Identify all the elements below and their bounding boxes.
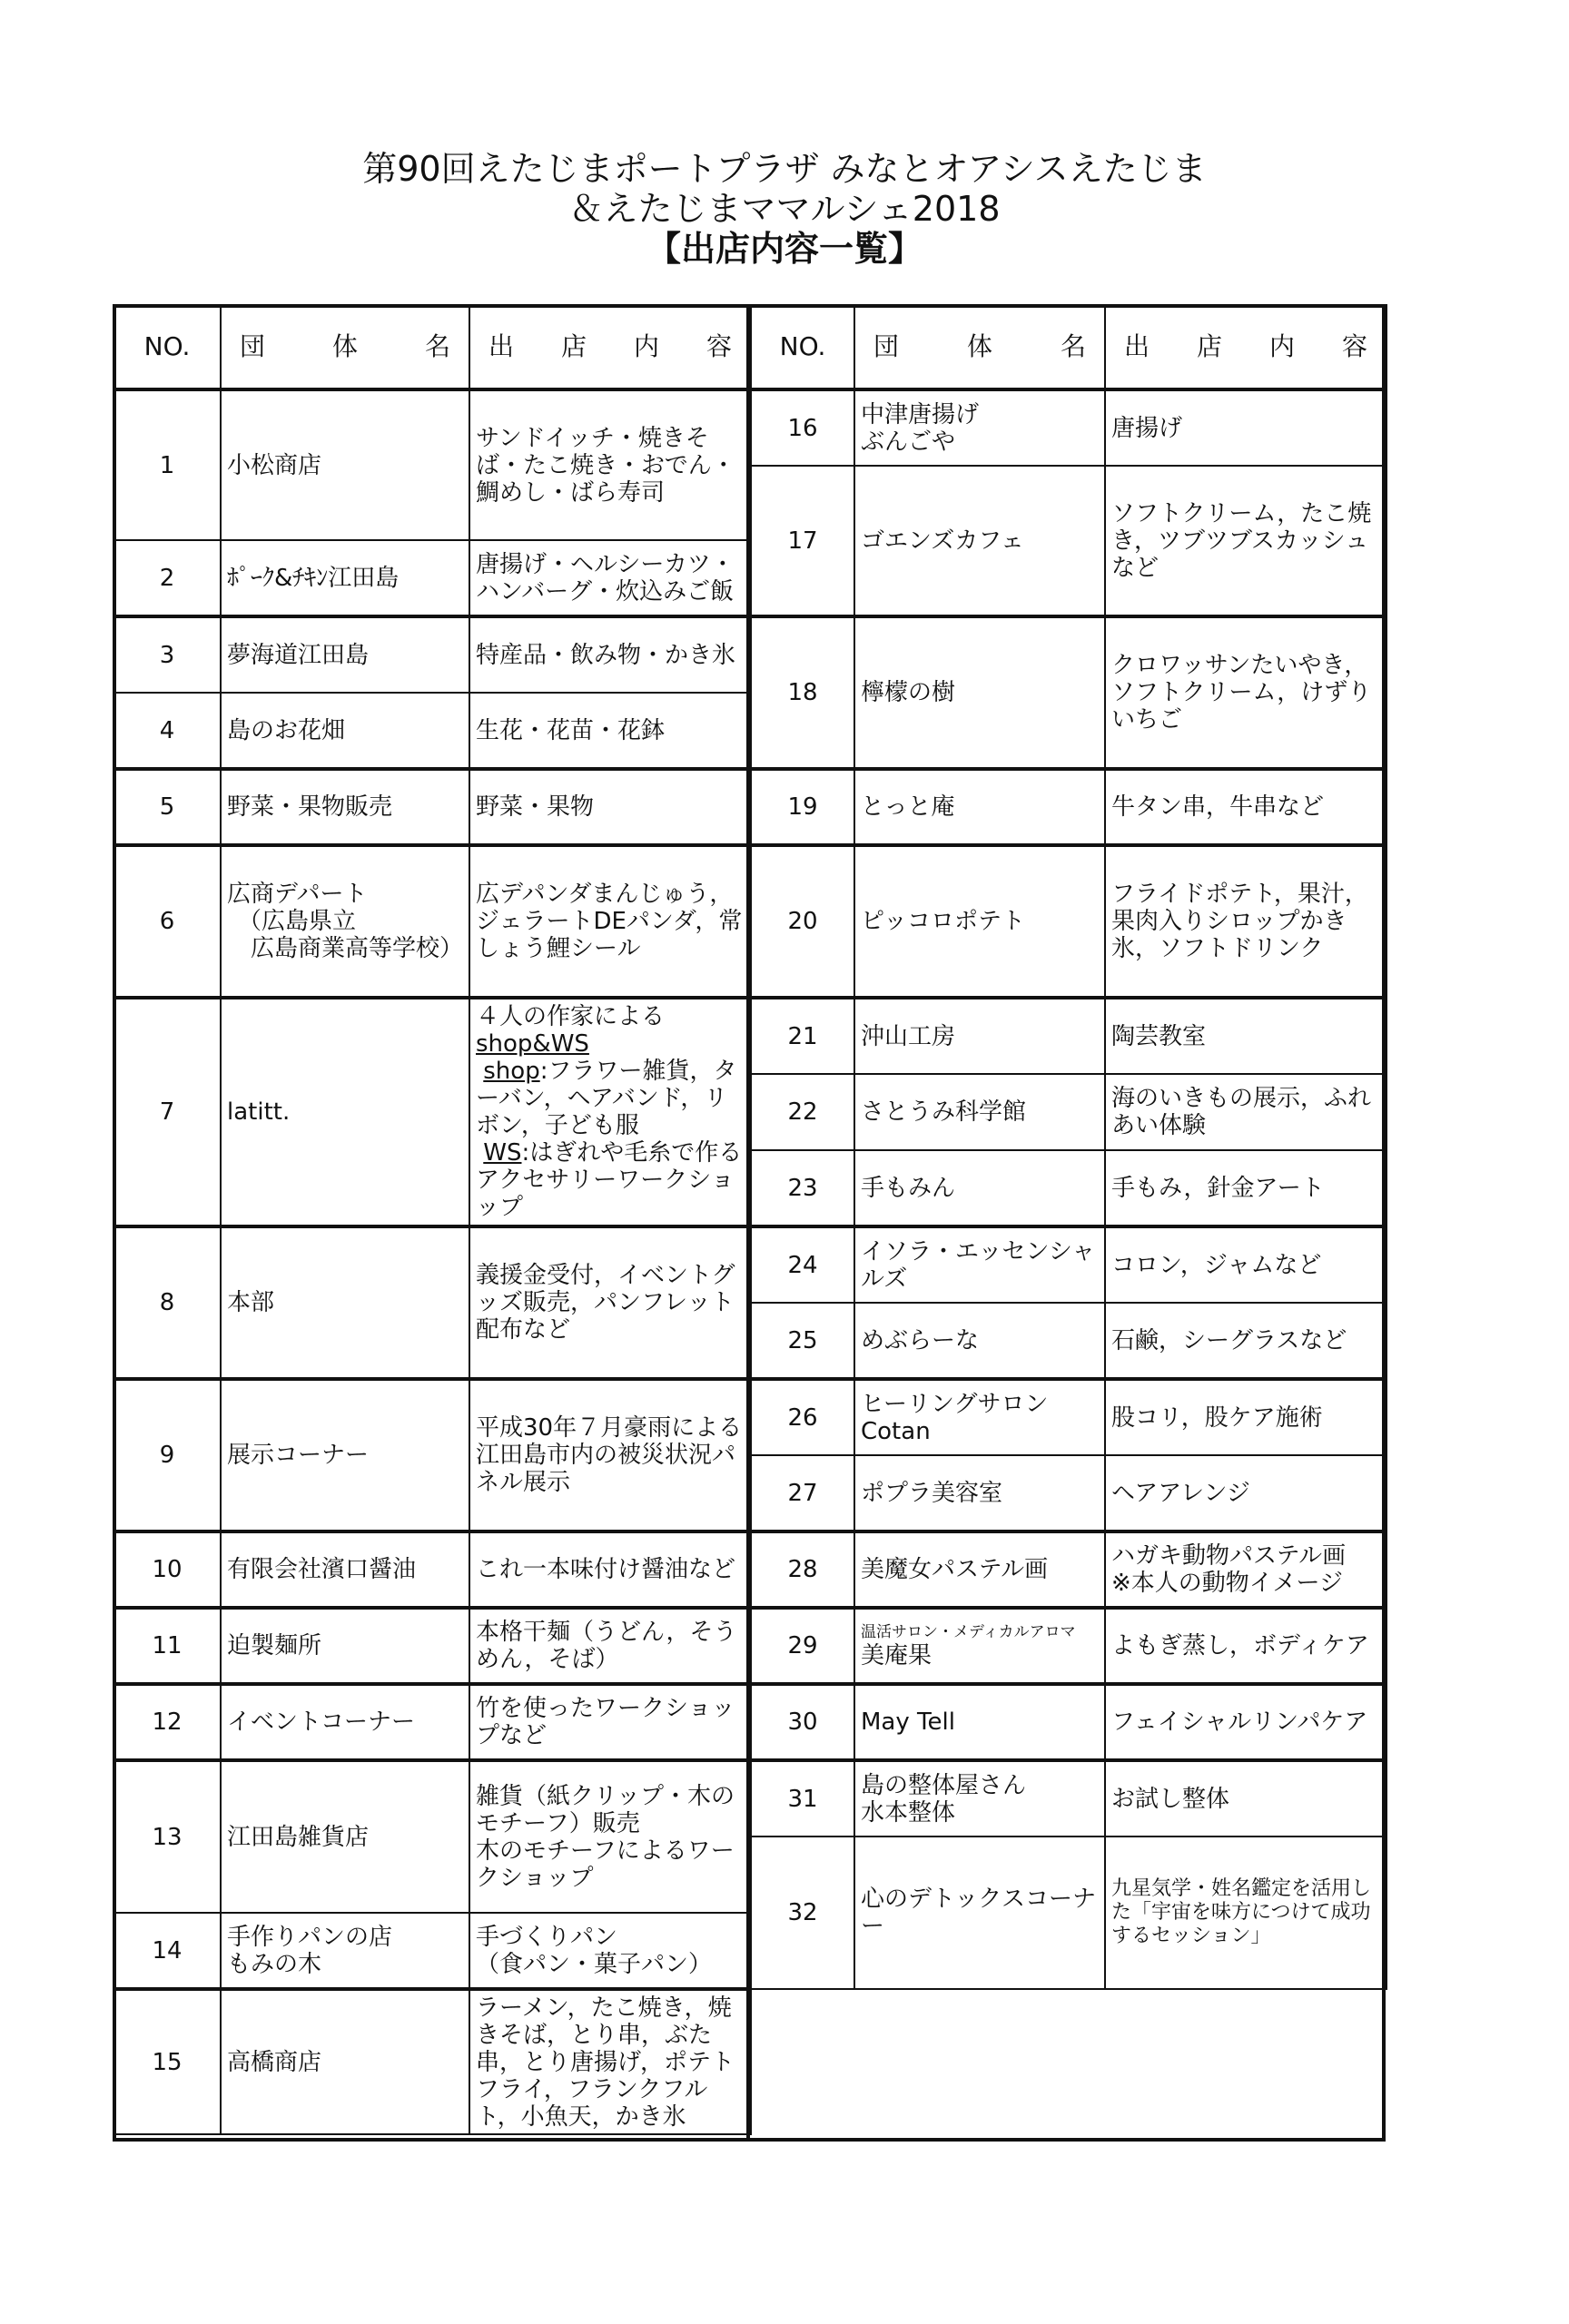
row-content: ラーメン，たこ焼き，焼きそば，とり串，ぶた串，とり唐揚げ，ポテトフライ，フランクフルト，小魚天，かき氷: [469, 1989, 751, 2134]
row-no: 7: [113, 998, 221, 1226]
row-name: 迫製麺所: [221, 1608, 469, 1684]
row-content-line: 雑貨（紙クリップ・木のモチーフ）販売: [476, 1782, 735, 1837]
table-outer-border: [113, 304, 1386, 2142]
row-content: よもぎ蒸し，ボディケア: [1105, 1608, 1386, 1684]
row-content: ヘアアレンジ: [1105, 1455, 1386, 1531]
row-name: 小松商店: [221, 389, 469, 540]
row-no: 1: [113, 389, 221, 540]
page-title-line3: 【出店内容一覧】: [646, 229, 923, 269]
row-content: 本格干麺（うどん，そうめん，そば）: [469, 1608, 751, 1684]
row-no: 22: [751, 1074, 854, 1150]
header-no: NO.: [113, 305, 221, 389]
row-content: ソフトクリーム，たこ焼き，ツブツブスカッシュなど: [1105, 466, 1386, 616]
header-no: NO.: [751, 305, 854, 389]
page-title-line1: 第90回えたじまポートプラザ みなとオアシスえたじま: [362, 149, 1207, 189]
row-no: 2: [113, 540, 221, 616]
row-content: 牛タン串，牛串など: [1105, 769, 1386, 845]
row-content: これ一本味付け醤油など: [469, 1531, 751, 1608]
row-no: 30: [751, 1684, 854, 1760]
row-name: 美魔女パステル画: [854, 1531, 1105, 1608]
row-no: 25: [751, 1303, 854, 1379]
row-no: 13: [113, 1760, 221, 1913]
header-content-char: 店: [1196, 331, 1222, 361]
row-content: 特産品・飲み物・かき氷: [469, 616, 751, 693]
row-no: 6: [113, 845, 221, 998]
header-name-char: 体: [966, 331, 992, 361]
header-name-char: 名: [1060, 331, 1086, 361]
row-no: 3: [113, 616, 221, 693]
row-no: 26: [751, 1379, 854, 1455]
row-content: お試し整体: [1105, 1760, 1386, 1837]
row-name: イソラ・エッセンシャルズ: [854, 1226, 1105, 1303]
header-name-char: 体: [331, 331, 358, 361]
row-content: 海のいきもの展示，ふれあい体験: [1105, 1074, 1386, 1150]
header-content-char: 出: [488, 331, 515, 361]
row-name: 本部: [221, 1226, 469, 1379]
row-content: 股コリ，股ケア施術: [1105, 1379, 1386, 1455]
row-no: 21: [751, 998, 854, 1074]
row-name-main: 広商デパート: [227, 881, 368, 908]
row-no: 8: [113, 1226, 221, 1379]
row-name: ピッコロポテト: [854, 845, 1105, 998]
row-name: 手もみん: [854, 1150, 1105, 1226]
row-name: latitt.: [221, 998, 469, 1226]
row-name: とっと庵: [854, 769, 1105, 845]
row-name: 檸檬の樹: [854, 616, 1105, 769]
row-name-line: 手作りパンの店: [227, 1923, 393, 1951]
row-no: 29: [751, 1608, 854, 1684]
row-no: 24: [751, 1226, 854, 1303]
header-content-char: 容: [706, 331, 732, 361]
row-name: May Tell: [854, 1684, 1105, 1760]
row-name: 展示コーナー: [221, 1379, 469, 1531]
row-content: 唐揚げ・ヘルシーカツ・ハンバーグ・炊込みご飯: [469, 540, 751, 616]
row-content: コロン，ジャムなど: [1105, 1226, 1386, 1303]
row-content-line: ※本人の動物イメージ: [1111, 1570, 1344, 1597]
row-content: フライドポテト，果汁，果肉入りシロップかき氷，ソフトドリンク: [1105, 845, 1386, 998]
row-content: 竹を使ったワークショップなど: [469, 1684, 751, 1760]
row-content-line: ハガキ動物パステル画: [1111, 1542, 1347, 1570]
row-no: 4: [113, 693, 221, 769]
row-no: 5: [113, 769, 221, 845]
row-name: ﾎﾟｰｸ&ﾁｷﾝ江田島: [221, 540, 469, 616]
row-content: サンドイッチ・焼きそば・たこ焼き・おでん・鯛めし・ばら寿司: [469, 389, 751, 540]
row-name: イベントコーナー: [221, 1684, 469, 1760]
row-content-line: 木のモチーフによるワークショップ: [476, 1837, 735, 1892]
header-content-char: 内: [1268, 331, 1295, 361]
row-name-line: 温活サロン・メディカルアロマ: [861, 1623, 1076, 1641]
header-content-char: 出: [1124, 331, 1150, 361]
row-content: 手もみ，針金アート: [1105, 1150, 1386, 1226]
row-content: 生花・花苗・花鉢: [469, 693, 751, 769]
ws-label: WS: [483, 1139, 522, 1167]
row-no: 16: [751, 389, 854, 466]
row-name: ヒーリングサロンCotan: [854, 1379, 1105, 1455]
row-name: さとうみ科学館: [854, 1074, 1105, 1150]
ws-desc: :はぎれや毛糸で作るアクセサリーワークショップ: [476, 1139, 743, 1221]
row-content: 広デパンダまんじゅう，ジェラートDEパンダ，常しょう鯉シール: [469, 845, 751, 998]
row-content-line: shop&WS: [476, 1030, 589, 1058]
row-no: 32: [751, 1837, 854, 1989]
row-content: 野菜・果物: [469, 769, 751, 845]
row-no: 15: [113, 1989, 221, 2134]
shop-label: shop: [483, 1058, 540, 1085]
header-name-char: 団: [240, 331, 266, 361]
row-content: 陶芸教室: [1105, 998, 1386, 1074]
row-content-line: ４人の作家による: [476, 1003, 666, 1030]
row-name-line: ぶんごや: [861, 428, 956, 456]
row-name: 野菜・果物販売: [221, 769, 469, 845]
row-no: 18: [751, 616, 854, 769]
row-name-line: 美庵果: [861, 1642, 933, 1669]
page-title-line2: ＆えたじまママルシェ2018: [568, 189, 1001, 229]
row-name: ポプラ美容室: [854, 1455, 1105, 1531]
row-name-sub: （広島県立: [238, 908, 357, 935]
row-no: 12: [113, 1684, 221, 1760]
row-no: 23: [751, 1150, 854, 1226]
row-content: 石鹸，シーグラスなど: [1105, 1303, 1386, 1379]
row-no: 9: [113, 1379, 221, 1531]
row-content: フェイシャルリンパケア: [1105, 1684, 1386, 1760]
row-name-sub: 広島商業高等学校）: [251, 935, 464, 962]
row-no: 27: [751, 1455, 854, 1531]
row-content-line: （食パン・菓子パン）: [476, 1950, 713, 1978]
header-name-char: 団: [873, 331, 900, 361]
row-name: 心のデトックスコーナー: [854, 1837, 1105, 1989]
shop-desc: :フラワー雑貨，ターバン，ヘアバンド，リボン，子ども服: [476, 1058, 737, 1139]
row-name: めぶらーな: [854, 1303, 1105, 1379]
row-no: 11: [113, 1608, 221, 1684]
row-name: 高橋商店: [221, 1989, 469, 2134]
row-content-line: 手づくりパン: [476, 1923, 618, 1951]
header-content-char: 内: [633, 331, 659, 361]
header-name-char: 名: [424, 331, 450, 361]
row-name: 夢海道江田島: [221, 616, 469, 693]
row-content: 義援金受付，イベントグッズ販売，パンフレット配布など: [469, 1226, 751, 1379]
row-no: 28: [751, 1531, 854, 1608]
row-name-line: 水本整体: [861, 1798, 956, 1827]
row-content: 九星気学・姓名鑑定を活用した「宇宙を味方につけて成功するセッション」: [1105, 1837, 1386, 1989]
row-content: 平成30年７月豪雨による江田島市内の被災状況パネル展示: [469, 1379, 751, 1531]
row-no: 10: [113, 1531, 221, 1608]
row-name: 有限会社濱口醤油: [221, 1531, 469, 1608]
header-content-char: 店: [560, 331, 587, 361]
row-no: 19: [751, 769, 854, 845]
header-content-char: 容: [1341, 331, 1367, 361]
row-no: 20: [751, 845, 854, 998]
row-name: 沖山工房: [854, 998, 1105, 1074]
row-name-line: もみの木: [227, 1950, 322, 1978]
row-name-line: 島の整体屋さん: [861, 1771, 1027, 1799]
row-content: クロワッサンたいやき，ソフトクリーム，けずりいちご: [1105, 616, 1386, 769]
row-no: 14: [113, 1913, 221, 1989]
row-no: 17: [751, 466, 854, 616]
row-name: 島のお花畑: [221, 693, 469, 769]
row-content: 唐揚げ: [1105, 389, 1386, 466]
row-name: 江田島雑貨店: [221, 1760, 469, 1913]
row-name: ゴエンズカフェ: [854, 466, 1105, 616]
row-name-line: 中津唐揚げ: [861, 400, 980, 428]
row-no: 31: [751, 1760, 854, 1837]
